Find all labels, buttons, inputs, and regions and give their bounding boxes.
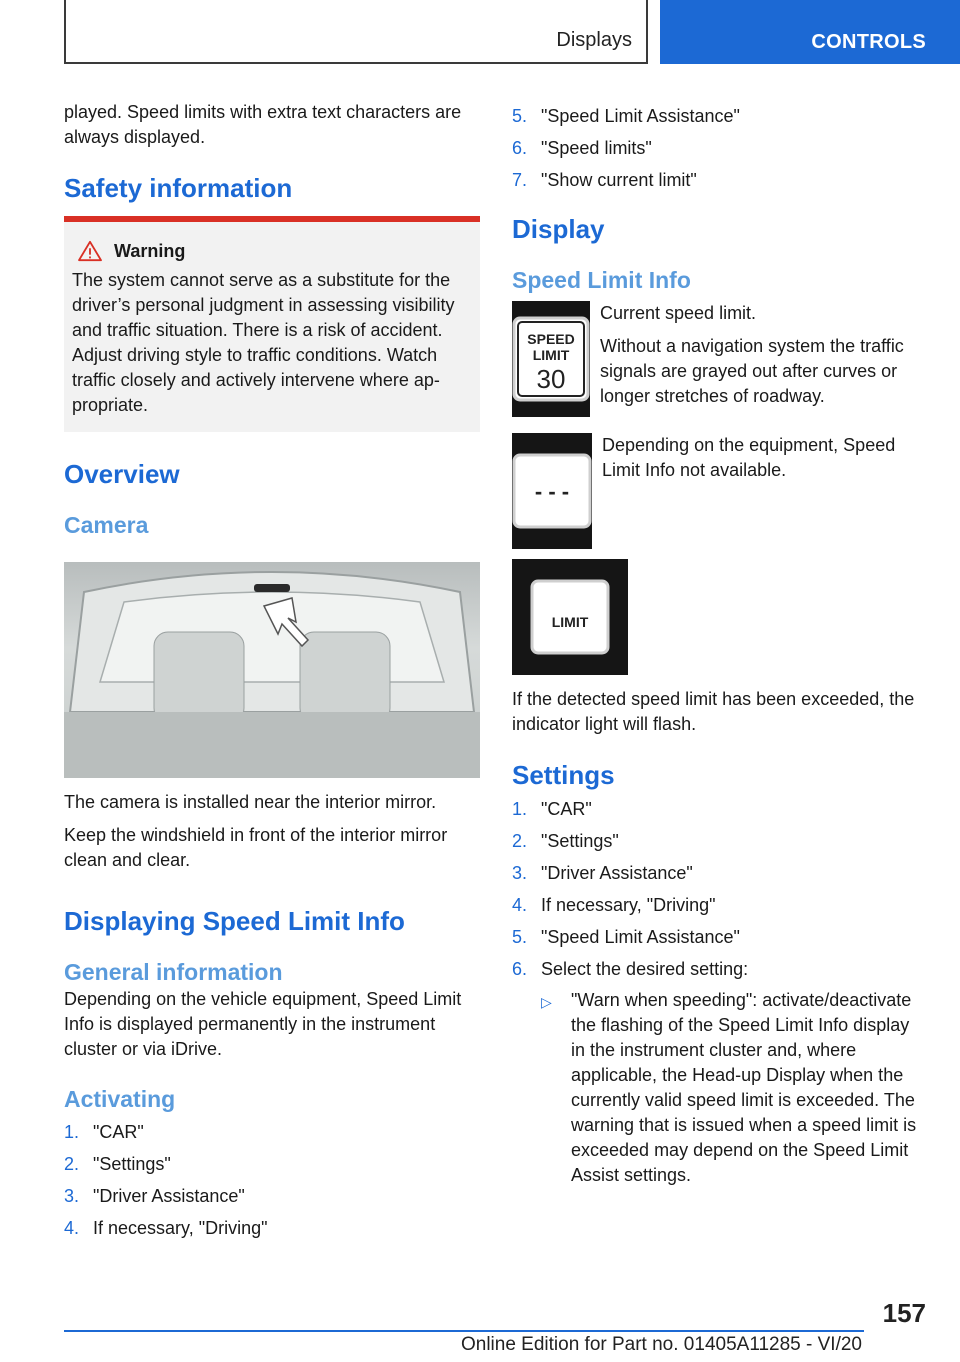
warning-icon bbox=[76, 240, 104, 262]
list-item: 3. "Driver Assistance" bbox=[64, 1186, 245, 1206]
list-item: 4. If necessary, "Driving" bbox=[512, 895, 716, 915]
right-column bbox=[512, 104, 926, 1195]
section-title: Displays bbox=[556, 29, 632, 51]
unavailable-sign-row bbox=[512, 433, 926, 549]
unavailable-sign-text bbox=[602, 433, 926, 549]
activating-steps bbox=[64, 1120, 480, 1241]
svg-text:- - -: - - - bbox=[534, 479, 570, 504]
svg-text:30: 30 bbox=[536, 364, 566, 394]
exceeded-text: If the detected speed limit has been exceeded, the indicator light will flash. bbox=[512, 689, 915, 734]
speed-limit-30-icon bbox=[512, 301, 590, 417]
list-item: 5. "Speed Limit Assistance" bbox=[512, 106, 740, 126]
warning-title-row bbox=[72, 240, 474, 262]
camera-text-2: Keep the windshield in front of the interior mirror clean and clear. bbox=[64, 825, 448, 870]
svg-text:SPEED: SPEED bbox=[527, 331, 575, 347]
general-heading: General information bbox=[64, 959, 283, 985]
speed-limit-generic-icon bbox=[512, 559, 628, 675]
car-interior-illustration bbox=[64, 562, 480, 778]
speed-limit-unavailable-icon bbox=[512, 433, 592, 549]
list-item: 7. "Show current limit" bbox=[512, 170, 697, 190]
list-item: 2. "Settings" bbox=[64, 1154, 171, 1174]
header-section-box bbox=[64, 0, 648, 64]
warning-text: The system cannot serve as a substitute for the driver’s personal judgment in assessing visibility and traffic situation. There is a risk of accident. Adjust driving style to traffic conditions. Watch traffic closely and actively intervene where appropriate. bbox=[72, 270, 455, 415]
continued-steps bbox=[512, 104, 926, 193]
list-item: 6. "Speed limits" bbox=[512, 138, 652, 158]
overview-heading: Overview bbox=[64, 459, 180, 489]
settings-heading: Settings bbox=[512, 760, 615, 790]
display-heading: Display bbox=[512, 214, 605, 244]
footer-divider bbox=[64, 1330, 864, 1332]
chapter-title: CONTROLS bbox=[811, 31, 926, 53]
intro-text: played. Speed limits with extra text characters are always displayed. bbox=[64, 102, 462, 147]
safety-heading: Safety information bbox=[64, 173, 293, 203]
svg-text:LIMIT: LIMIT bbox=[551, 614, 589, 630]
page-number: 157 bbox=[882, 1298, 926, 1328]
list-item: 6. Select the desired setting: ▷ "Warn when speeding": activate/deactivate the flashing of the Speed Limit Info display in the instrument cluster and, where applicable, the Head-up Display when the currently valid speed limit is exceeded. The warning that is issued when a speed limit is exceeded may depend on the Speed Limit Assist settings. bbox=[512, 957, 926, 1188]
list-item: 3. "Driver Assistance" bbox=[512, 863, 693, 883]
general-text: Depending on the vehicle equipment, Speed Limit Info is displayed permanently in the instrument cluster or via iDrive. bbox=[64, 989, 462, 1059]
svg-text:LIMIT: LIMIT bbox=[532, 347, 570, 363]
navigation-text: Without a navigation system the traffic signals are grayed out after curves or longer stretches of roadway. bbox=[600, 336, 904, 406]
warning-title: Warning bbox=[114, 240, 186, 261]
speed-limit-sign-text bbox=[600, 301, 926, 417]
footer-edition: Online Edition for Part no. 01405A11285 - VI/20 bbox=[460, 1334, 862, 1355]
warning-box bbox=[64, 216, 480, 432]
list-item: 4. If necessary, "Driving" bbox=[64, 1218, 268, 1238]
camera-text-1: The camera is installed near the interior mirror. bbox=[64, 792, 437, 812]
camera-heading: Camera bbox=[64, 512, 149, 538]
header-chapter-tab bbox=[660, 0, 960, 64]
camera-location-image bbox=[64, 562, 480, 778]
activating-heading: Activating bbox=[64, 1086, 176, 1112]
settings-steps bbox=[512, 797, 926, 1188]
triangle-bullet-icon: ▷ bbox=[541, 994, 552, 1010]
list-item: 2. "Settings" bbox=[512, 831, 619, 851]
left-column bbox=[64, 100, 480, 1248]
setting-options bbox=[541, 988, 926, 1188]
equipment-text: Depending on the equipment, Speed Limit Info not available. bbox=[602, 435, 896, 480]
speed-limit-sign-row bbox=[512, 301, 926, 417]
speed-limit-info-heading: Speed Limit Info bbox=[512, 267, 691, 293]
list-item: 1. "CAR" bbox=[64, 1122, 144, 1142]
list-item: 1. "CAR" bbox=[512, 799, 592, 819]
list-item: 5. "Speed Limit Assistance" bbox=[512, 927, 740, 947]
displaying-heading: Displaying Speed Limit Info bbox=[64, 906, 405, 936]
current-limit-text: Current speed limit. bbox=[600, 303, 757, 323]
list-item: ▷ "Warn when speeding": activate/deactivate the flashing of the Speed Limit Info display in the instrument cluster and, where applicable, the Head-up Display when the currently valid speed limit is exceeded. The warning that is issued when a speed limit is exceeded may depend on the Speed Limit Assist settings. bbox=[541, 990, 917, 1185]
